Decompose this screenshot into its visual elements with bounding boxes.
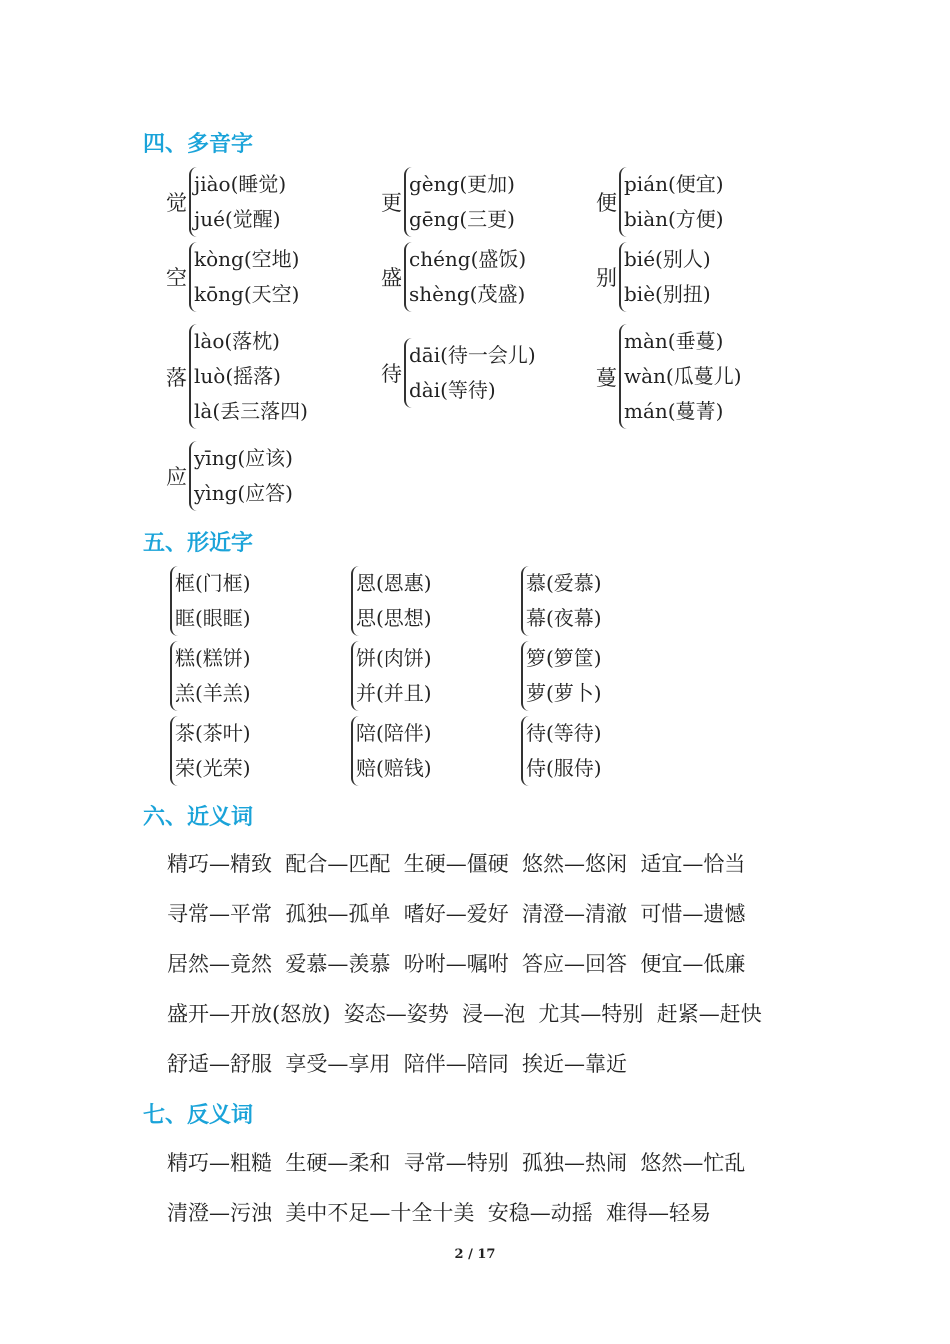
section-heading-synonyms: 六、近义词 xyxy=(143,805,254,830)
reading-item: pián(便宜) xyxy=(624,172,724,196)
similar-char-item: 眶(眼眶) xyxy=(175,606,251,630)
reading-item: gēng(三更) xyxy=(409,207,515,231)
reading-item: biàn(方便) xyxy=(624,207,724,231)
reading-item: chéng(盛饭) xyxy=(409,247,527,271)
brace-list xyxy=(521,566,602,636)
similar-char-group xyxy=(351,716,432,786)
brace-list xyxy=(351,716,432,786)
similar-char-item: 糕(糕饼) xyxy=(175,646,251,670)
similar-char-item: 思(思想) xyxy=(356,606,432,630)
polyphone-group xyxy=(166,324,308,429)
similar-char-group xyxy=(170,641,251,711)
polyphone-char: 应 xyxy=(166,465,187,489)
polyphone-group xyxy=(381,338,536,408)
reading-item: lào(落枕) xyxy=(194,329,280,353)
reading-item: jué(觉醒) xyxy=(194,207,281,231)
similar-char-item: 茶(茶叶) xyxy=(175,721,251,745)
similar-char-group xyxy=(351,566,432,636)
reading-item: kōng(天空) xyxy=(194,282,300,306)
brace-list xyxy=(189,324,308,429)
polyphone-group xyxy=(381,167,515,237)
brace-list xyxy=(170,566,251,636)
similar-char-item: 羔(羊羔) xyxy=(175,681,251,705)
polyphone-group xyxy=(596,167,724,237)
brace-list xyxy=(404,167,515,237)
similar-char-item: 并(并且) xyxy=(356,681,432,705)
polyphone-group xyxy=(166,242,299,312)
reading-item: bié(别人) xyxy=(624,247,711,271)
similar-char-group xyxy=(170,566,251,636)
synonym-line: 精巧—精致 配合—匹配 生硬—僵硬 悠然—悠闲 适宜—恰当 xyxy=(167,852,746,876)
synonym-line: 居然—竟然 爱慕—羡慕 吩咐—嘱咐 答应—回答 便宜—低廉 xyxy=(167,952,746,976)
reading-item: màn(垂蔓) xyxy=(624,329,724,353)
reading-item: dài(等待) xyxy=(409,378,496,402)
reading-item: yīng(应该) xyxy=(194,446,293,470)
brace-list xyxy=(521,716,602,786)
similar-char-group xyxy=(351,641,432,711)
polyphone-char: 便 xyxy=(596,191,617,215)
similar-char-item: 饼(肉饼) xyxy=(356,646,432,670)
polyphone-char: 蔓 xyxy=(596,365,617,390)
brace-list xyxy=(404,338,536,408)
brace-list xyxy=(619,167,724,237)
similar-char-group xyxy=(521,566,602,636)
reading-item: kòng(空地) xyxy=(194,247,300,271)
similar-char-item: 框(门框) xyxy=(175,571,251,595)
similar-char-item: 慕(爱慕) xyxy=(526,571,602,595)
section-heading-antonyms: 七、反义词 xyxy=(143,1103,254,1128)
polyphone-char: 别 xyxy=(596,266,617,290)
page-number: 2 / 17 xyxy=(454,1247,496,1262)
polyphone-group xyxy=(166,167,286,237)
polyphone-char: 盛 xyxy=(381,266,402,290)
reading-item: yìng(应答) xyxy=(194,481,293,505)
brace-list xyxy=(189,242,299,312)
reading-item: biè(别扭) xyxy=(624,282,711,306)
polyphone-char: 空 xyxy=(166,266,187,290)
polyphone-char: 觉 xyxy=(166,191,187,215)
similar-char-item: 萝(萝卜) xyxy=(526,681,602,705)
reading-item: gèng(更加) xyxy=(409,172,515,196)
section-heading-similar-chars: 五、形近字 xyxy=(143,531,254,556)
polyphone-group xyxy=(596,242,711,312)
synonym-line: 舒适—舒服 享受—享用 陪伴—陪同 挨近—靠近 xyxy=(167,1052,628,1076)
similar-char-group xyxy=(521,641,602,711)
polyphone-group xyxy=(166,441,293,511)
brace-list xyxy=(404,242,526,312)
synonym-line: 寻常—平常 孤独—孤单 嗜好—爱好 清澄—清澈 可惜—遗憾 xyxy=(167,902,746,926)
similar-char-item: 恩(恩惠) xyxy=(356,571,432,595)
brace-list xyxy=(351,566,432,636)
reading-item: shèng(茂盛) xyxy=(409,282,526,306)
reading-item: dāi(待一会儿) xyxy=(409,343,536,367)
brace-list xyxy=(351,641,432,711)
synonym-line: 盛开—开放(怒放) 姿态—姿势 浸—泡 尤其—特别 赶紧—赶快 xyxy=(167,1002,762,1026)
reading-item: jiào(睡觉) xyxy=(194,172,287,196)
polyphone-group xyxy=(596,324,742,429)
polyphone-char: 更 xyxy=(381,191,402,215)
antonym-line: 精巧—粗糙 生硬—柔和 寻常—特别 孤独—热闹 悠然—忙乱 xyxy=(167,1151,746,1175)
brace-list xyxy=(170,641,251,711)
polyphone-group xyxy=(381,242,526,312)
reading-item: mán(蔓菁) xyxy=(624,399,724,423)
antonym-line: 清澄—污浊 美中不足—十全十美 安稳—动摇 难得—轻易 xyxy=(167,1201,712,1225)
brace-list xyxy=(189,167,286,237)
brace-list xyxy=(619,324,742,429)
reading-item: wàn(瓜蔓儿) xyxy=(624,364,742,388)
similar-char-item: 待(等待) xyxy=(526,721,602,745)
brace-list xyxy=(170,716,251,786)
brace-list xyxy=(619,242,711,312)
reading-item: luò(摇落) xyxy=(194,364,281,388)
similar-char-group xyxy=(521,716,602,786)
similar-char-group xyxy=(170,716,251,786)
brace-list xyxy=(521,641,602,711)
similar-char-item: 侍(服侍) xyxy=(526,756,602,780)
polyphone-char: 落 xyxy=(166,365,187,390)
reading-item: là(丢三落四) xyxy=(194,399,308,423)
similar-char-item: 赔(赔钱) xyxy=(356,756,432,780)
similar-char-item: 荣(光荣) xyxy=(175,756,251,780)
similar-char-item: 箩(箩筐) xyxy=(526,646,602,670)
polyphone-char: 待 xyxy=(381,362,402,386)
similar-char-item: 幕(夜幕) xyxy=(526,606,602,630)
similar-char-item: 陪(陪伴) xyxy=(356,721,432,745)
brace-list xyxy=(189,441,293,511)
section-heading-polyphones: 四、多音字 xyxy=(143,132,254,157)
